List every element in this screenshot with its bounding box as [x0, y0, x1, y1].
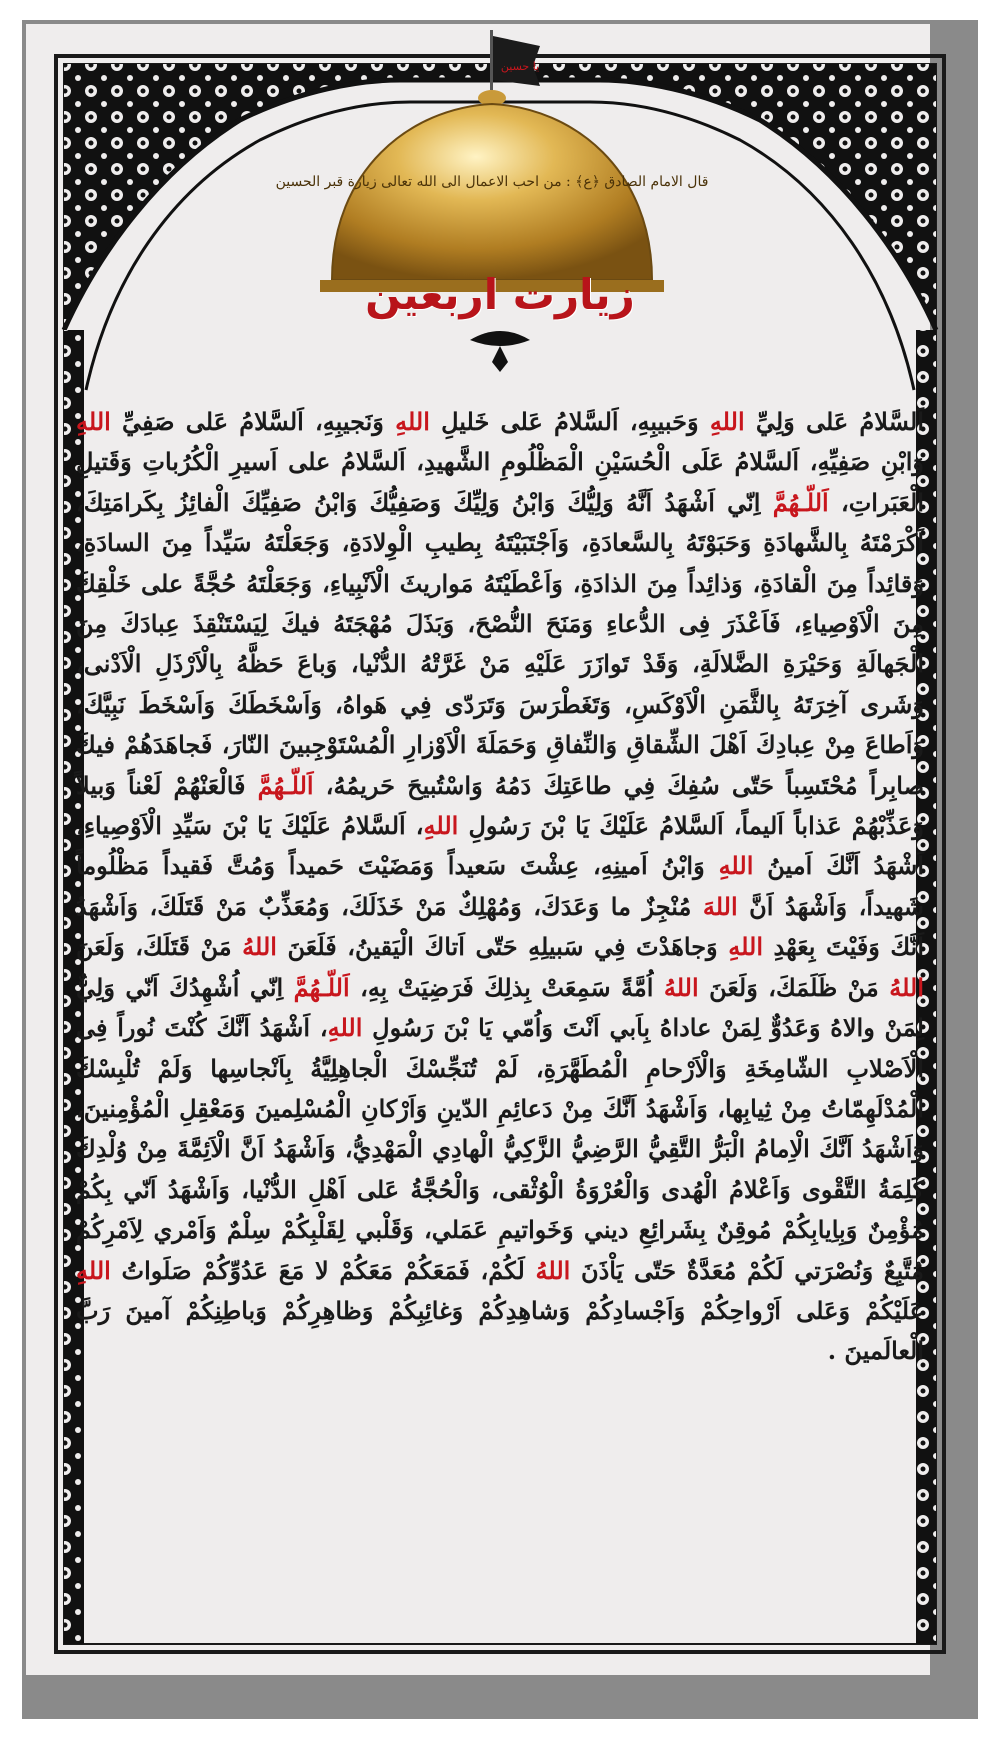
prayer-segment: عَلَيْكُمْ وَعَلى اَرْواحِكُمْ وَاَجْسادِكُمْ وَشاهِدِكُمْ وَغائِبِكُمْ وَظاهِرِكُمْ وَباطِنِكُمْ آمينَ رَبَّ الْعالَمينَ . [76, 1295, 924, 1366]
highlighted-divine-name: اللهِ [76, 407, 111, 436]
prayer-segment: مَنْ ظَلَمَكَ، وَلَعَنَ [698, 972, 890, 1002]
prayer-segment: وَجاهَدْتَ فِي سَبيلِهِ حَتّى اَتاكَ الْيَقينُ، فَلَعَنَ [276, 932, 729, 962]
highlighted-divine-name: اَللّـهُمَّ [293, 972, 350, 1002]
prayer-segment: وَنَجيبِهِ، اَلسَّلامُ عَلى صَفِيِّ [110, 407, 396, 436]
prayer-segment: اَلسَّلامُ عَلى وَلِيِّ [744, 407, 925, 436]
prayer-segment: وَحَبيبِهِ، اَلسَّلامُ عَلى خَليلِ [429, 407, 710, 436]
highlighted-divine-name: اَللّـهُمَّ [257, 770, 314, 800]
prayer-segment: مُنْجِزٌ ما وَعَدَكَ، وَمُهْلِكٌ مَنْ خَذَلَكَ، وَمُعَذِّبٌ مَنْ قَتَلَكَ، وَاَشْهَدُ اَنَّكَ وَفَيْتَ بِعَهْدِ [76, 891, 924, 962]
prayer-segment: اُمَّةً سَمِعَتْ بِذلِكَ فَرَضِيَتْ بِهِ، [349, 972, 664, 1002]
highlighted-divine-name: اللهُ [242, 932, 277, 962]
dome-inscription: قال الامام الصادق ﴿ع﴾ : من احب الاعمال الی الله تعالی زیارة قبر الحسین [275, 174, 709, 190]
highlighted-divine-name: اللهِ [718, 851, 754, 881]
highlighted-divine-name: اللهُ [535, 1255, 571, 1285]
prayer-segment: وَابْنُ اَمينِهِ، عِشْتَ سَعيداً وَمَضَيْتَ حَميداً وَمُتَّ فَقيداً مَظْلُوماً شَهيداً، وَاَشْهَدُ اَنَّ [76, 851, 924, 921]
prayer-segment: ، اَلسَّلامُ عَلَيْكَ يَا بْنَ سَيِّدِ الْاَوْصِياءِ، اَشْهَدُ اَنَّكَ اَمينُ [76, 811, 924, 881]
highlighted-divine-name: اللهُ [663, 972, 699, 1002]
prayer-segment: ، اَشْهَدُ اَنَّكَ كُنْتَ نُوراً فِى الْاَصْلابِ الشّامِخَةِ وَالْاَرْحامِ الْمُطَهَّرَةِ، لَمْ تُنَجِّسْكَ الْجاهِلِيَّةُ بِاَنْجاسِها وَلَمْ تُلْبِسْكَ الْمُدْلَهِمّاتُ مِنْ ثِيابِها، وَاَشْهَدُ اَنَّكَ مِنْ دَعائِمِ الدّينِ وَاَرْكانِ الْمُسْلِمينَ وَمَعْقِلِ الْمُؤْمِنينَ، وَاَشْهَدُ اَنَّكَ الْاِمامُ الْبَرُّ التَّقِيُّ الرَّضِيُّ الزَّكِيُّ الْهادِي الْمَهْدِيُّ، وَاَشْهَدُ اَنَّ الْاَئِمَّةَ مِنْ وُلْدِكَ كَلِمَةُ التَّقْوى وَاَعْلامُ الْهُدى وَالْعُرْوَةُ الْوُثْقى، وَالْحُجَّةُ عَلى اَهْلِ الدُّنْيا، وَاَشْهَدُ اَنّي بِكُمْ مُؤْمِنٌ وَبِاِيابِكُمْ مُوقِنٌ بِشَرائِعِ ديني وَخَواتيمِ عَمَلي، وَقَلْبي لِقَلْبِكُمْ سِلْمٌ وَاَمْري لِاَمْرِكُمْ مُتَّبِعٌ وَنُصْرَتي لَكُمْ مُعَدَّةٌ حَتّى يَاْذَنَ [76, 1013, 924, 1285]
prayer-segment: وَابْنِ صَفِيِّهِ، اَلسَّلامُ عَلَى الْحُسَيْنِ الْمَظْلُومِ الشَّهيدِ، اَلسَّلامُ على اَسيرِ الْكُرُباتِ وَقَتيلِ الْعَبَراتِ، [76, 447, 924, 517]
prayer-segment: فَالْعَنْهُمْ لَعْناً وَبيلاً وَعَذِّبْهُمْ عَذاباً اَليماً، اَلسَّلامُ عَلَيْكَ يَا بْنَ رَسُولِ [76, 770, 924, 841]
highlighted-divine-name: اللهَ [702, 891, 738, 921]
highlighted-divine-name: اللهُ [889, 972, 924, 1002]
prayer-segment: اِنّي اَشْهَدُ اَنَّهُ وَلِيُّكَ وَابْنُ وَلِيِّكَ وَصَفِيُّكَ وَابْنُ صَفِيِّكَ الْفائِزُ بِكَرامَتِكَ، اَكْرَمْتَهُ بِالشَّهادَةِ وَحَبَوْتَهُ بِالسَّعادَةِ، وَاَجْتَبَيْتَهُ بِطيبِ الْوِلادَةِ، وَجَعَلْتَهُ سَيِّداً مِنَ السادَةِ، وَقائِداً مِنَ الْقادَةِ، وَذائِداً مِنَ الذادَةِ، وَاَعْطَيْتَهُ مَواريثَ الْاَنْبِياءِ، وَجَعَلْتَهُ حُجَّةً على خَلْقِكَ مِنَ الْاَوْصِياءِ، فَاَعْذَرَ فِى الدُّعاءِ وَمَنَحَ النُّصْحَ، وَبَذَلَ مُهْجَتَهُ فيكَ لِيَسْتَنْقِذَ عِبادَكَ مِنَ الْجَهالَةِ وَحَيْرَةِ الضَّلالَةِ، وَقَدْ تَوازَرَ عَلَيْهِ مَنْ غَرَّتْهُ الدُّنْيا، وَباعَ حَظَّهُ بِالْاَرْذَلِ الْاَدْنى، وَشَرى آخِرَتَهُ بِالثَّمَنِ الْاَوْكَسِ، وَتَغَطْرَسَ وَتَرَدّى فِي هَواهُ، وَاَسْخَطَكَ وَاَسْخَطَ نَبِيَّكَ، وَاَطاعَ مِنْ عِبادِكَ اَهْلَ الشِّقاقِ وَالنِّفاقِ وَحَمَلَةَ الْاَوْزارِ الْمُسْتَوْجِبينَ النّارَ، فَجاهَدَهُمْ فيكَ صابِراً مُحْتَسِباً حَتّى سُفِكَ فِي طاعَتِكَ دَمُهُ وَاسْتُبيحَ حَريمُهُ، [76, 487, 924, 800]
highlighted-divine-name: اللهِ [728, 932, 763, 962]
prayer-text [76, 402, 924, 1627]
highlighted-divine-name: اللهِ [327, 1013, 363, 1043]
flag-text: یا حسین [500, 60, 540, 73]
prayer-segment: اِنّي اُشْهِدُكَ اَنّي وَلِيٌّ لِمَنْ والاهُ وَعَدُوٌّ لِمَنْ عاداهُ بِاَبي اَنْتَ وَاُمّي يَا بْنَ رَسُولِ [76, 972, 924, 1043]
highlighted-divine-name: اللهِ [423, 811, 459, 841]
prayer-segment: مَنْ قَتَلَكَ، وَلَعَنَ [76, 932, 243, 962]
highlighted-divine-name: اَللّـهُمَّ [772, 487, 829, 517]
highlighted-divine-name: اللهِ [709, 407, 745, 436]
highlighted-divine-name: اللهِ [76, 1255, 111, 1285]
prayer-segment: لَكُمْ، فَمَعَكُمْ مَعَكُمْ لا مَعَ عَدُوِّكُمْ صَلَواتُ [110, 1255, 536, 1285]
highlighted-divine-name: اللهِ [395, 407, 430, 436]
page-title: زیارت اربعین [365, 270, 635, 319]
